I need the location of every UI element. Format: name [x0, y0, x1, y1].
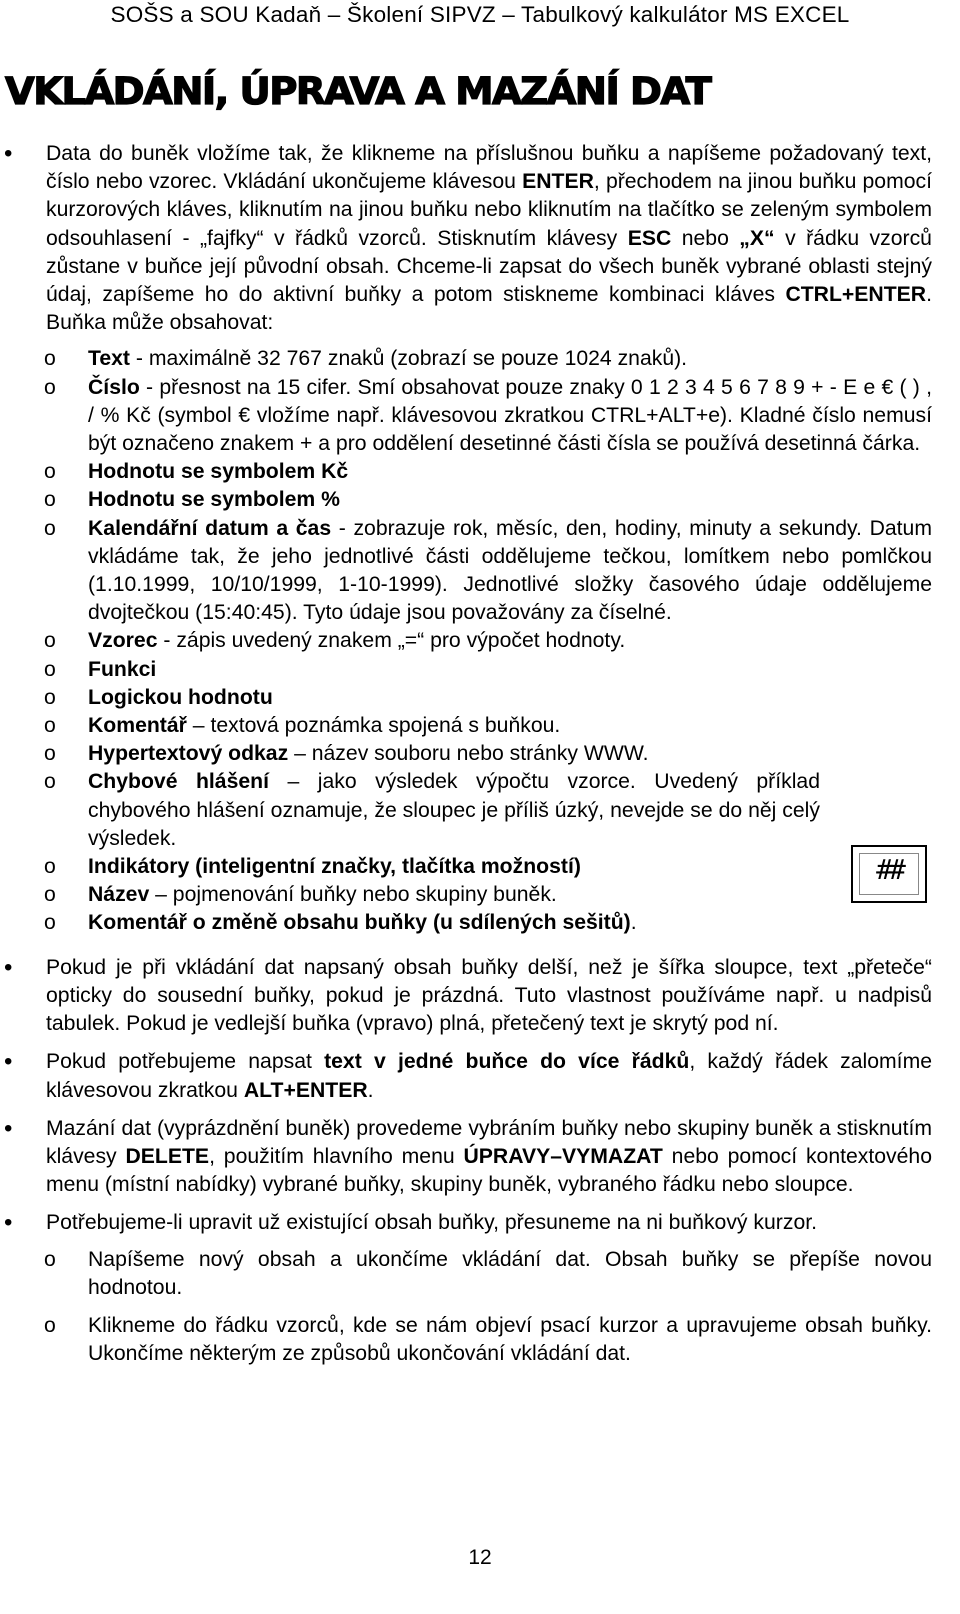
list-item	[0, 712, 960, 740]
item-text: – pojmenování buňky nebo skupiny buněk.	[149, 883, 557, 907]
sub-marker: o	[44, 883, 56, 907]
text: Data do buněk vložíme tak, že klikneme na příslušnou buňku a napíšeme požadovaný text, číslo nebo vzorec. Vkládání ukončujeme klávesou	[46, 142, 932, 194]
list-item	[0, 909, 960, 937]
item-title: Vzorec	[88, 629, 158, 653]
sub-marker: o	[44, 855, 56, 879]
item-title: Název	[88, 883, 150, 907]
key-alt-enter: ALT+ENTER	[243, 1078, 368, 1102]
sub-marker: o	[44, 516, 56, 540]
sub-marker: o	[44, 1247, 56, 1271]
edit-methods-list	[0, 1246, 960, 1369]
item-title: Komentář	[88, 714, 187, 738]
list-item	[0, 853, 960, 881]
bullet-marker: •	[4, 140, 13, 167]
item-title: Funkci	[88, 657, 157, 681]
item-title: Kalendářní datum a čas	[88, 516, 332, 540]
paragraph-multiline	[0, 1048, 960, 1104]
text: Pokud je při vkládání dat napsaný obsah buňky delší, než je šířka sloupce, text „přeteče“ opticky do sousední buňky, pokud je prázdná. Tuto vlastnost používáme např. u nadpisů tabulek. Pokud je vedlejší buňka (vpravo) plná, přetečený text je skrytý pod ní.	[46, 955, 932, 1036]
item-text: – jako výsledek výpočtu vzorce. Uvedený příklad chybového hlášení oznamuje, že sloupec je příliš úzký, nevejde se do něj celý výsledek.	[88, 770, 820, 850]
sub-marker: o	[44, 911, 56, 935]
item-title: Text	[88, 347, 130, 371]
key-esc: ESC	[627, 226, 672, 250]
page-title: VKLÁDÁNÍ, ÚPRAVA A MAZÁNÍ DAT	[5, 70, 711, 113]
list-item	[0, 656, 960, 684]
paragraph-overflow	[0, 954, 960, 1039]
item-title: Chybové hlášení	[88, 770, 269, 794]
list-item	[0, 515, 960, 628]
document-body	[0, 140, 960, 1370]
item-text: - maximálně 32 767 znaků (zobrazí se pouze 1024 znaků).	[130, 347, 688, 371]
key-delete: DELETE	[125, 1144, 210, 1168]
text: nebo pomocí kontextového menu (místní nabídky) vybrané buňky, skupiny buněk, vybraného řádku nebo sloupce.	[46, 1144, 932, 1197]
bullet-marker: •	[4, 1114, 13, 1142]
sub-marker: o	[44, 460, 56, 484]
item-text: – název souboru nebo stránky WWW.	[288, 742, 649, 766]
text: . Buňka může obsahovat:	[46, 283, 932, 335]
error-symbol: ##	[876, 853, 902, 886]
item-title: Hodnotu se symbolem %	[88, 488, 340, 512]
list-item	[0, 881, 960, 909]
text: Klikneme do řádku vzorců, kde se nám objeví psací kurzor a upravujeme obsah buňky. Ukončíme některým ze způsobů ukončování vkládání dat.	[88, 1313, 932, 1366]
page-header: SOŠS a SOU Kadaň – Školení SIPVZ – Tabulkový kalkulátor MS EXCEL	[110, 2, 850, 27]
bullet-marker: •	[4, 953, 13, 981]
text: Potřebujeme-li upravit už existující obsah buňky, přesuneme na ni buňkový kurzor.	[46, 1211, 817, 1235]
text: nebo	[671, 226, 740, 250]
bullet-marker: •	[4, 1209, 13, 1237]
paragraph-data-entry	[0, 140, 960, 337]
page-number: 12	[468, 1546, 492, 1569]
item-text: - zápis uvedený znakem „=“ pro výpočet hodnoty.	[157, 629, 626, 653]
item-title: Číslo	[88, 375, 140, 399]
sub-marker: o	[44, 347, 56, 371]
list-item	[0, 740, 960, 768]
sub-marker: o	[44, 685, 56, 709]
sub-marker: o	[44, 488, 56, 512]
item-text: – textová poznámka spojená s buňkou.	[186, 714, 561, 738]
list-item	[0, 374, 960, 459]
list-item	[0, 345, 960, 373]
bold-text: text v jedné buňce do více řádků	[324, 1050, 690, 1074]
sub-marker: o	[44, 770, 56, 794]
bullet-marker: •	[4, 1048, 13, 1076]
text: , každý řádek zalomíme klávesovou zkratkou	[46, 1050, 933, 1102]
item-title: Hypertextový odkaz	[88, 742, 289, 766]
list-item	[0, 1312, 960, 1368]
sub-marker: o	[44, 657, 56, 681]
text: .	[367, 1078, 374, 1102]
list-item	[0, 768, 960, 853]
text: , přechodem na jinou buňku pomocí kurzorových kláves, kliknutím na jinou buňku nebo kliknutím na tlačítko se zeleným symbolem odsouhlasení - „fajfky“ v řádků vzorců. Stisknutím klávesy	[46, 170, 933, 250]
menu-path: ÚPRAVY–VYMAZAT	[463, 1144, 663, 1168]
item-title: Hodnotu se symbolem Kč	[88, 460, 349, 484]
key-x: „X“	[739, 226, 775, 250]
text: , použitím hlavního menu	[209, 1144, 464, 1168]
item-title: Komentář o změně obsahu buňky (u sdílených sešitů)	[88, 911, 631, 935]
sub-marker: o	[44, 375, 56, 399]
list-item	[0, 627, 960, 655]
item-title: Indikátory (inteligentní značky, tlačítka možností)	[88, 855, 581, 879]
item-title: Logickou hodnotu	[88, 685, 273, 709]
cell-content-list	[0, 345, 960, 937]
text: Mazání dat (vyprázdnění buněk) provedeme vybráním buňky nebo skupiny buněk a stisknutím klávesy	[46, 1116, 932, 1168]
paragraph-edit	[0, 1209, 960, 1237]
sub-marker: o	[44, 714, 56, 738]
key-ctrl-enter: CTRL+ENTER	[785, 283, 927, 307]
list-item	[0, 684, 960, 712]
text: Napíšeme nový obsah a ukončíme vkládání dat. Obsah buňky se přepíše novou hodnotou.	[88, 1247, 932, 1299]
key-enter: ENTER	[522, 170, 594, 194]
paragraph-delete	[0, 1115, 960, 1200]
sub-marker: o	[44, 742, 56, 766]
item-text: - zobrazuje rok, měsíc, den, hodiny, minuty a sekundy. Datum vkládáme tak, že jeho jednotlivé části oddělujeme tečkou, lomítkem nebo pomlčkou (1.10.1999, 10/10/1999, 1-10-1999). Jednotlivé složky časového údaje oddělujeme dvojtečkou (15:40:45). Tyto údaje jsou považovány za číselné.	[88, 516, 932, 625]
list-item	[0, 1246, 960, 1302]
list-item	[0, 486, 960, 514]
sub-marker: o	[44, 1313, 56, 1337]
text: v řádku vzorců zůstane v buňce její původní obsah. Chceme-li zapsat do všech buněk vybrané oblasti stejný údaj, zapíšeme ho do aktivní buňky a potom stiskneme kombinaci kláves	[46, 226, 932, 307]
text: Pokud potřebujeme napsat	[46, 1050, 325, 1074]
error-cell-icon	[851, 845, 927, 903]
list-item	[0, 458, 960, 486]
item-text: .	[630, 911, 637, 935]
sub-marker: o	[44, 629, 56, 653]
item-text: - přesnost na 15 cifer. Smí obsahovat pouze znaky 0 1 2 3 4 5 6 7 8 9 + - E e € ( ) , / % Kč (symbol € vložíme např. klávesovou zkratkou CTRL+ALT+e). Kladné číslo nemusí být označeno znakem + a pro oddělení desetinné části čísla se používá desetinná čárka.	[88, 375, 932, 456]
